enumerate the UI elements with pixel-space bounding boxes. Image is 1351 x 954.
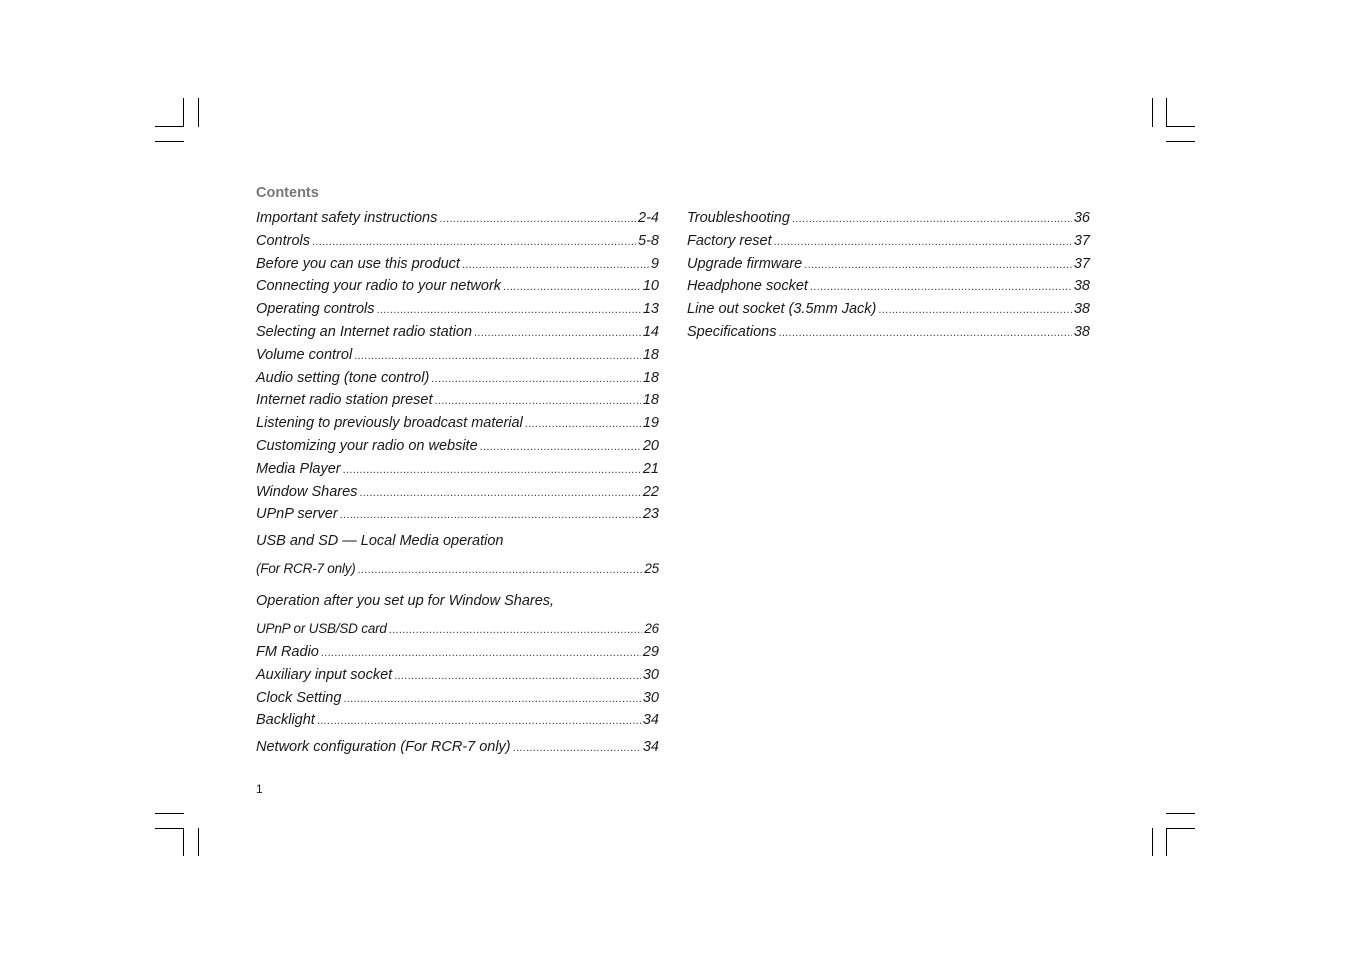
dot-leader [513,738,641,758]
toc-entry-title: Operation after you set up for Window Shares, [256,593,555,610]
toc-entry-page: 26 [644,621,659,637]
toc-entry[interactable] [256,619,659,642]
dot-leader [358,560,643,580]
toc-entry-title: Operating controls [256,301,375,318]
toc-entry[interactable] [256,642,659,665]
toc-entry-title: Internet radio station preset [256,392,433,409]
crop-mark [1166,98,1167,127]
dot-leader [312,232,636,252]
toc-entry-title: Window Shares [256,483,358,500]
dot-leader [792,209,1072,229]
toc-entry-title: Clock Setting [256,689,342,706]
dot-leader [431,369,641,389]
toc-entry-title: Network configuration (For RCR-7 only) [256,739,511,756]
toc-entry-title: Factory reset [687,232,772,249]
toc-entry-page: 30 [642,689,659,706]
crop-mark [1166,828,1195,829]
toc-entry[interactable] [256,591,659,619]
toc-entry[interactable] [256,459,659,482]
dot-leader [810,277,1072,297]
toc-entry-page: 36 [1073,210,1090,226]
toc-entry-title: Customizing your radio on website [256,437,478,454]
toc-entry[interactable] [256,390,659,413]
toc-entry[interactable] [256,531,659,559]
toc-entry[interactable] [687,322,1090,345]
toc-entry-title: FM Radio [256,643,319,660]
dot-leader [354,346,641,366]
toc-entry-title: Upgrade firmware [687,255,803,272]
toc-entry-page: 18 [642,392,659,409]
crop-mark [1166,828,1167,856]
toc-entry[interactable] [256,208,659,231]
dot-leader [321,643,641,663]
toc-entry-page: 13 [642,301,659,318]
dot-leader [774,232,1072,252]
toc-entry-title: Headphone socket [687,278,808,295]
contents-heading: Contents [256,185,319,201]
toc-entry[interactable] [256,368,659,391]
toc-entry-page: 30 [642,666,659,683]
dot-leader [435,391,641,411]
crop-mark [155,141,184,142]
dot-leader [525,414,641,434]
toc-entry-title: Line out socket (3.5mm Jack) [687,301,877,318]
crop-mark [155,813,184,814]
toc-entry-title: Connecting your radio to your network [256,278,502,295]
toc-entry-title: Listening to previously broadcast material [256,415,523,432]
dot-leader [343,689,640,709]
toc-entry-page: 22 [642,483,659,500]
toc-entry[interactable] [256,276,659,299]
crop-mark [1152,98,1153,127]
toc-entry-page: 2-4 [638,210,659,226]
toc-entry[interactable] [256,737,659,764]
dot-leader [376,300,640,320]
toc-entry-title: Specifications [687,323,777,340]
toc-entry[interactable] [256,665,659,688]
dot-leader [394,666,641,686]
dot-leader [804,255,1072,275]
crop-mark [155,126,184,127]
toc-entry-page: 20 [642,437,659,454]
toc-entry-title: Audio setting (tone control) [256,369,430,386]
dot-leader [480,437,641,457]
toc-entry[interactable] [256,413,659,436]
toc-entry-title: Selecting an Internet radio station [256,323,473,340]
crop-mark [198,828,199,856]
dot-leader [359,483,640,503]
toc-entry[interactable] [687,254,1090,277]
dot-leader [343,460,641,480]
toc-entry[interactable] [256,710,659,733]
toc-entry-page: 18 [642,346,659,363]
toc-left-column [256,208,659,764]
toc-entry-page: 9 [650,255,659,272]
toc-entry[interactable] [687,231,1090,254]
toc-entry-title: Controls [256,232,310,249]
toc-entry[interactable] [256,231,659,254]
toc-entry[interactable] [256,559,659,587]
toc-entry-title: Troubleshooting [687,210,790,226]
dot-leader [778,323,1071,343]
toc-entry-page: 5-8 [638,232,659,249]
toc-entry-page: 19 [642,415,659,432]
toc-entry-page: 34 [642,712,659,729]
toc-entry-title: Auxiliary input socket [256,666,393,683]
toc-entry-title: Backlight [256,712,315,729]
toc-entry-page: 14 [642,323,659,340]
toc-entry-title: UPnP or USB/SD card [256,621,387,637]
toc-entry-title: UPnP server [256,506,338,523]
toc-entry-title: Important safety instructions [256,210,438,226]
toc-entry[interactable] [256,345,659,368]
toc-entry[interactable] [256,299,659,322]
crop-mark [1166,141,1195,142]
dot-leader [503,277,641,297]
toc-entry-page: 38 [1073,278,1090,295]
crop-mark [1166,813,1195,814]
crop-mark [155,828,184,829]
dot-leader [340,505,641,525]
crop-mark [1152,828,1153,856]
toc-entry-page: 18 [642,369,659,386]
toc-entry[interactable] [256,688,659,711]
toc-entry[interactable] [687,208,1090,231]
toc-entry[interactable] [256,504,659,527]
dot-leader [474,323,641,343]
toc-entry-page: 37 [1073,255,1090,272]
crop-mark [183,98,184,127]
toc-entry[interactable] [687,276,1090,299]
page-number: 1 [256,782,263,796]
crop-mark [1166,126,1195,127]
toc-entry-page: 38 [1073,323,1090,340]
crop-mark [183,828,184,856]
dot-leader [317,711,641,731]
toc-entry-page: 21 [642,460,659,477]
crop-mark [198,98,199,127]
dot-leader [462,255,649,275]
toc-entry[interactable] [256,322,659,345]
toc-entry-title: Volume control [256,346,353,363]
dot-leader [439,209,636,229]
toc-entry-page: 29 [642,643,659,660]
toc-entry-title: Media Player [256,460,341,477]
toc-entry-title: Before you can use this product [256,255,460,272]
toc-entry-title: USB and SD — Local Media operation [256,533,504,550]
toc-entry-title: (For RCR-7 only) [256,561,356,577]
toc-entry-page: 38 [1073,301,1090,318]
toc-entry[interactable] [256,436,659,459]
dot-leader [878,300,1071,320]
toc-entry-page: 25 [644,561,659,577]
toc-right-column [687,208,1090,345]
toc-entry[interactable] [256,482,659,505]
toc-entry-page: 10 [642,278,659,295]
toc-entry[interactable] [687,299,1090,322]
toc-entry-page: 23 [642,506,659,523]
toc-entry-page: 37 [1073,232,1090,249]
dot-leader [389,620,643,640]
toc-entry[interactable] [256,254,659,277]
toc-entry-page: 34 [642,739,659,756]
